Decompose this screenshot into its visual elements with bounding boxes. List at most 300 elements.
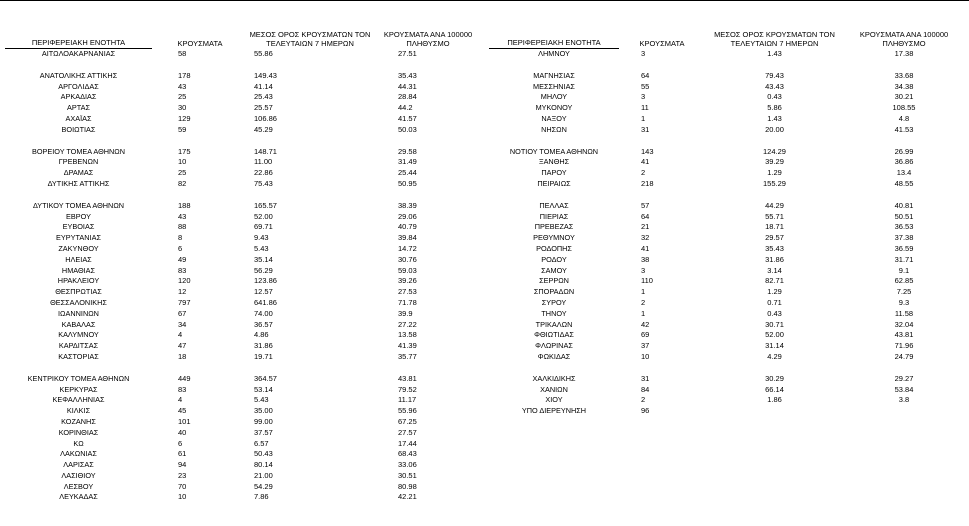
region-name: ΤΡΙΚΑΛΩΝ (535, 319, 573, 329)
table-row (5, 125, 484, 136)
cases-value: 34 (178, 319, 187, 329)
per100k-value: 24.79 (894, 351, 914, 361)
per100k-value: 27.53 (398, 287, 417, 297)
table-row (489, 298, 964, 309)
cases-value (152, 363, 248, 374)
cases-value (152, 60, 248, 71)
region-name: ΘΕΣΠΡΩΤΙΑΣ (55, 287, 102, 297)
per100k-value: 3.8 (898, 395, 910, 405)
region-name: ΛΑΚΩΝΙΑΣ (60, 449, 97, 459)
region-name: ΝΑΞΟΥ (541, 113, 567, 123)
cases-value: 178 (178, 70, 191, 80)
region-name: ΒΟΙΩΤΙΑΣ (61, 124, 96, 134)
avg-7day-value: 35.43 (765, 243, 784, 253)
per100k-value: 13.4 (896, 168, 912, 178)
table-row (489, 276, 964, 287)
cases-value: 64 (641, 211, 650, 221)
cases-value: 67 (178, 308, 187, 318)
region-name: ΞΑΝΘΗΣ (538, 157, 570, 167)
region-name: ΕΥΒΟΙΑΣ (62, 222, 95, 232)
region-name: ΠΡΕΒΕΖΑΣ (534, 222, 574, 232)
per100k-value: 38.39 (398, 200, 417, 210)
table-row (5, 233, 484, 244)
cases-value: 38 (641, 254, 650, 264)
per100k-value: 17.44 (398, 438, 417, 448)
table-row (489, 157, 964, 168)
cases-value: 42 (641, 319, 650, 329)
cases-value: 64 (641, 70, 650, 80)
avg-7day-value: 4.29 (767, 351, 782, 361)
per100k-value: 7.25 (896, 287, 912, 297)
avg-7day-value (705, 190, 844, 201)
avg-7day-value: 36.57 (254, 319, 273, 329)
per100k-value: 71.78 (398, 297, 417, 307)
table-row (5, 60, 484, 71)
region-name: ΚΕΦΑΛΛΗΝΙΑΣ (52, 395, 105, 405)
region-name: ΔΥΤΙΚΗΣ ΑΤΤΙΚΗΣ (47, 178, 110, 188)
table-header-row (489, 23, 964, 49)
per100k-value: 41.53 (894, 124, 914, 134)
per100k-value: 36.86 (894, 157, 914, 167)
table-row (489, 352, 964, 363)
region-name: ΗΜΑΘΙΑΣ (61, 265, 96, 275)
avg-7day-value: 31.86 (765, 254, 784, 264)
avg-7day-value: 364.57 (254, 373, 277, 383)
cases-value: 43 (178, 211, 187, 221)
cases-value: 4 (178, 330, 183, 340)
region-name: ΕΒΡΟΥ (66, 211, 91, 221)
cases-value: 449 (178, 373, 191, 383)
table-row (489, 114, 964, 125)
per100k-value: 108.55 (892, 103, 916, 113)
avg-7day-value: 25.43 (254, 92, 273, 102)
table-row (5, 71, 484, 82)
table-row (5, 212, 484, 223)
region-name: ΚΑΡΔΙΤΣΑΣ (58, 341, 99, 351)
cases-value: 11 (641, 103, 649, 113)
per100k-value: 27.22 (398, 319, 417, 329)
region-name: ΜΑΓΝΗΣΙΑΣ (533, 70, 575, 80)
avg-7day-value: 54.29 (254, 481, 273, 491)
cases-value: 96 (641, 406, 650, 416)
table-row (5, 385, 484, 396)
table-row (489, 374, 964, 385)
cases-value: 45 (178, 406, 187, 416)
avg-7day-value: 55.86 (254, 48, 273, 58)
table-row (5, 49, 484, 60)
per100k-value: 48.55 (894, 178, 914, 188)
avg-7day-value: 25.57 (254, 103, 273, 113)
table-row (489, 168, 964, 179)
table-row (5, 471, 484, 482)
cases-value: 10 (641, 351, 650, 361)
region-name: ΝΗΣΩΝ (541, 124, 567, 134)
table-row (5, 363, 484, 374)
cases-value: 41 (641, 157, 650, 167)
avg-7day-value: 5.86 (767, 103, 782, 113)
cases-value: 58 (178, 48, 187, 58)
avg-7day-value: 35.14 (254, 254, 273, 264)
region-name: ΤΗΝΟΥ (541, 308, 567, 318)
region-name: ΦΘΙΩΤΙΔΑΣ (534, 330, 574, 340)
per100k-value: 79.52 (398, 384, 417, 394)
cases-value: 218 (641, 178, 654, 188)
cases-value: 59 (178, 124, 187, 134)
cases-value: 12 (178, 287, 187, 297)
cases-value: 84 (641, 384, 650, 394)
cases-value: 94 (178, 460, 187, 470)
region-name: ΖΑΚΥΝΘΟΥ (58, 243, 99, 253)
table-row (5, 439, 484, 450)
table-row (5, 341, 484, 352)
cases-value: 31 (641, 124, 650, 134)
avg-7day-value: 3.14 (767, 265, 782, 275)
region-name (5, 136, 152, 147)
avg-7day-value: 1.43 (767, 113, 782, 123)
cases-value: 8 (178, 233, 183, 243)
per100k-value: 31.71 (894, 254, 914, 264)
avg-7day-value: 35.00 (254, 406, 273, 416)
table-row (489, 244, 964, 255)
per100k-value: 17.38 (894, 48, 914, 58)
region-name: ΧΙΟΥ (545, 395, 563, 405)
avg-7day-value: 30.29 (765, 373, 784, 383)
per100k-value: 53.84 (894, 384, 914, 394)
cases-value: 1 (641, 308, 646, 318)
per100k-value: 40.81 (894, 200, 914, 210)
table-row (489, 395, 964, 406)
table-row (489, 341, 964, 352)
per100k-value: 36.53 (894, 222, 914, 232)
region-name: ΔΥΤΙΚΟΥ ΤΟΜΕΑ ΑΘΗΝΩΝ (32, 200, 125, 210)
region-name: ΜΥΚΟΝΟΥ (535, 103, 573, 113)
avg-7day-value: 21.00 (254, 470, 273, 480)
region-name: ΙΩΑΝΝΙΝΩΝ (58, 308, 99, 318)
avg-7day-value: 55.71 (765, 211, 784, 221)
per100k-value: 67.25 (398, 416, 417, 426)
table-row (5, 136, 484, 147)
per100k-value: 39.84 (398, 233, 417, 243)
avg-7day-value: 1.29 (767, 168, 782, 178)
cases-table-right (489, 23, 964, 417)
per100k-value: 39.26 (398, 276, 417, 286)
table-row (489, 309, 964, 320)
avg-7day-value: 124.29 (763, 146, 786, 156)
table-row (5, 168, 484, 179)
cases-value: 61 (178, 449, 187, 459)
cases-value: 41 (641, 243, 650, 253)
avg-7day-value: 30.71 (765, 319, 784, 329)
cases-value (619, 363, 705, 374)
avg-7day-value: 1.86 (767, 395, 782, 405)
per100k-value: 29.06 (398, 211, 417, 221)
cases-value: 25 (178, 168, 187, 178)
table-row (5, 190, 484, 201)
region-name: ΚΑΒΑΛΑΣ (61, 319, 96, 329)
table-row (5, 92, 484, 103)
avg-7day-value: 69.71 (254, 222, 273, 232)
cases-value: 83 (178, 265, 187, 275)
avg-7day-value: 1.29 (767, 287, 782, 297)
table-row (5, 309, 484, 320)
per100k-value: 30.21 (894, 92, 914, 102)
cases-value: 55 (641, 81, 650, 91)
cases-value: 129 (178, 113, 191, 123)
region-name: ΛΑΡΙΣΑΣ (63, 460, 94, 470)
per100k-value (844, 406, 964, 417)
per100k-value: 35.77 (398, 351, 417, 361)
avg-7day-value: 82.71 (765, 276, 784, 286)
cases-value: 30 (178, 103, 187, 113)
table-header-row (5, 23, 484, 49)
per100k-value (372, 190, 484, 201)
cases-value: 88 (178, 222, 187, 232)
avg-7day-value: 66.14 (765, 384, 784, 394)
cases-value: 83 (178, 384, 187, 394)
per100k-value: 41.57 (398, 113, 417, 123)
cases-value: 2 (641, 395, 646, 405)
region-name: ΔΡΑΜΑΣ (63, 168, 94, 178)
region-name: ΦΩΚΙΔΑΣ (537, 351, 571, 361)
region-name (5, 60, 152, 71)
avg-7day-value: 31.14 (765, 341, 784, 351)
cases-header: ΚΡΟΥΣΜΑΤΑ (177, 38, 223, 48)
table-row (5, 201, 484, 212)
avg-7day-value: 45.29 (254, 124, 273, 134)
per100k-value: 13.58 (398, 330, 417, 340)
avg-7day-value: 165.57 (254, 200, 277, 210)
per100k-value (844, 190, 964, 201)
cases-value: 1 (641, 113, 646, 123)
table-row (489, 233, 964, 244)
avg-7day-value: 106.86 (254, 113, 277, 123)
per100k-value: 37.38 (894, 233, 914, 243)
cases-value: 175 (178, 146, 191, 156)
avg-7day-value (705, 363, 844, 374)
avg-7day-value: 7.86 (254, 492, 269, 502)
region-header: ΠΕΡΙΦΕΡΕΙΑΚΗ ΕΝΟΤΗΤΑ (5, 23, 152, 49)
cases-value: 6 (178, 438, 183, 448)
table-row (5, 179, 484, 190)
region-name: ΚΕΡΚΥΡΑΣ (59, 384, 98, 394)
per100k-value: 43.81 (398, 373, 417, 383)
avg-7day-value: 148.71 (254, 146, 277, 156)
table-row (489, 406, 964, 417)
region-name: ΑΧΑΪΑΣ (65, 113, 92, 123)
avg-7day-value: 123.86 (254, 276, 277, 286)
per100k-value: 9.3 (898, 297, 910, 307)
cases-value (152, 136, 248, 147)
top-rule (0, 0, 969, 1)
right-table-body (489, 49, 964, 417)
per100k-value: 33.06 (398, 460, 417, 470)
cases-value: 3 (641, 48, 646, 58)
avg-7day-value: 74.00 (254, 308, 273, 318)
region-name (489, 363, 619, 374)
region-name: ΘΕΣΣΑΛΟΝΙΚΗΣ (50, 297, 107, 307)
per100k-value: 44.2 (398, 103, 413, 113)
avg-7day-value: 12.57 (254, 287, 273, 297)
cases-value: 10 (178, 492, 187, 502)
per100k-value: 39.9 (398, 308, 413, 318)
region-name: ΓΡΕΒΕΝΩΝ (58, 157, 99, 167)
cases-value: 23 (178, 470, 187, 480)
cases-value: 31 (641, 373, 650, 383)
region-name: ΑΝΑΤΟΛΙΚΗΣ ΑΤΤΙΚΗΣ (39, 70, 118, 80)
table-row (5, 103, 484, 114)
table-row (5, 222, 484, 233)
table-row (489, 320, 964, 331)
avg-7day-value: 149.43 (254, 70, 277, 80)
avg-7day-value: 52.00 (254, 211, 273, 221)
region-name: ΧΑΛΚΙΔΙΚΗΣ (532, 373, 576, 383)
table-row (5, 374, 484, 385)
avg-7day-value: 0.43 (767, 92, 782, 102)
table-row (489, 82, 964, 93)
cases-value: 82 (178, 178, 187, 188)
region-name: ΡΟΔΟΥ (541, 254, 567, 264)
left-table-body (5, 49, 484, 504)
per100k-value: 34.38 (894, 81, 914, 91)
cases-value: 37 (641, 341, 650, 351)
per100k-value: 44.31 (398, 81, 417, 91)
avg-7day-value: 99.00 (254, 416, 273, 426)
avg-7day-value (248, 136, 372, 147)
cases-value (152, 190, 248, 201)
region-name: ΡΟΔΟΠΗΣ (536, 243, 572, 253)
cases-value: 32 (641, 233, 650, 243)
avg-7day-value: 641.86 (254, 297, 277, 307)
avg-7day-value: 50.43 (254, 449, 273, 459)
avg-7day-value: 11.00 (254, 157, 273, 167)
per100k-value: 29.58 (398, 146, 417, 156)
avg-7day-value: 53.14 (254, 384, 273, 394)
avg-7day-value (248, 190, 372, 201)
per100k-value: 27.57 (398, 427, 417, 437)
table-row (489, 287, 964, 298)
per100k-value (372, 136, 484, 147)
cases-header: ΚΡΟΥΣΜΑΤΑ (639, 38, 685, 48)
avg-header: ΜΕΣΟΣ ΟΡΟΣ ΚΡΟΥΣΜΑΤΩΝ ΤΟΝ ΤΕΛΕΥΤΑΙΩΝ 7 ΗΜΕΡΩΝ (249, 29, 371, 48)
cases-value: 21 (641, 222, 650, 232)
cases-value: 120 (178, 276, 191, 286)
region-name: ΦΛΩΡΙΝΑΣ (535, 341, 573, 351)
table-row (489, 147, 964, 158)
avg-7day-value: 9.43 (254, 233, 269, 243)
region-name: ΚΙΛΚΙΣ (66, 406, 91, 416)
avg-7day-value: 0.43 (767, 308, 782, 318)
per100k-value: 29.27 (894, 373, 914, 383)
avg-7day-value: 5.43 (254, 395, 269, 405)
avg-7day-value (248, 60, 372, 71)
avg-header: ΜΕΣΟΣ ΟΡΟΣ ΚΡΟΥΣΜΑΤΩΝ ΤΟΝ ΤΕΛΕΥΤΑΙΩΝ 7 ΗΜΕΡΩΝ (714, 29, 835, 48)
avg-7day-value: 41.14 (254, 81, 273, 91)
per100k-value: 41.39 (398, 341, 417, 351)
per100k-value: 30.76 (398, 254, 417, 264)
per100k-value: 9.1 (898, 265, 910, 275)
table-row (489, 60, 964, 71)
avg-7day-value (248, 363, 372, 374)
cases-value (619, 136, 705, 147)
cases-value (619, 60, 705, 71)
per100k-value: 27.51 (398, 48, 417, 58)
per100k-value: 36.59 (894, 243, 914, 253)
avg-7day-value: 18.71 (765, 222, 784, 232)
per100k-value: 28.84 (398, 92, 417, 102)
avg-7day-value (705, 136, 844, 147)
cases-value: 2 (641, 168, 646, 178)
region-name: ΣΠΟΡΑΔΩΝ (533, 287, 575, 297)
per100k-value: 25.44 (398, 168, 417, 178)
avg-7day-value: 4.86 (254, 330, 269, 340)
avg-7day-value (705, 60, 844, 71)
cases-value: 6 (178, 243, 183, 253)
table-row (489, 212, 964, 223)
avg-7day-value: 0.71 (767, 297, 782, 307)
region-name: ΣΑΜΟΥ (541, 265, 567, 275)
region-name: ΛΗΜΝΟΥ (538, 49, 570, 58)
table-row (5, 395, 484, 406)
table-row (489, 179, 964, 190)
per100k-value: 14.72 (398, 243, 417, 253)
per100k-value: 4.8 (898, 113, 910, 123)
table-row (5, 352, 484, 363)
per100k-value: 62.85 (894, 276, 914, 286)
avg-7day-value: 6.57 (254, 438, 269, 448)
per100k-value: 43.81 (894, 330, 914, 340)
avg-7day-value: 52.00 (765, 330, 784, 340)
per100k-value: 42.21 (398, 492, 417, 502)
avg-7day-value: 80.14 (254, 460, 273, 470)
avg-7day-value: 79.43 (765, 70, 784, 80)
avg-7day-value: 155.29 (763, 178, 786, 188)
avg-7day-value: 19.71 (254, 351, 273, 361)
cases-value: 69 (641, 330, 650, 340)
table-row (5, 82, 484, 93)
region-name (489, 190, 619, 201)
per100k-value: 31.49 (398, 157, 417, 167)
region-name: ΑΡΚΑΔΙΑΣ (60, 92, 97, 102)
avg-7day-value: 5.43 (254, 243, 269, 253)
table-row (5, 114, 484, 125)
table-row (489, 330, 964, 341)
per100k-value: 35.43 (398, 70, 417, 80)
region-name: ΛΑΣΙΘΙΟΥ (61, 470, 96, 480)
table-row (5, 320, 484, 331)
region-name: ΠΑΡΟΥ (541, 168, 567, 178)
cases-value: 4 (178, 395, 183, 405)
region-name: ΣΕΡΡΩΝ (539, 276, 569, 286)
per100k-value: 50.51 (894, 211, 914, 221)
avg-7day-value: 37.57 (254, 427, 273, 437)
avg-7day-value: 1.43 (767, 48, 782, 58)
cases-value: 188 (178, 200, 191, 210)
cases-table-left (5, 23, 484, 503)
avg-7day-value: 20.00 (765, 124, 784, 134)
region-name: ΚΟΖΑΝΗΣ (61, 416, 96, 426)
region-name: ΑΡΓΟΛΙΔΑΣ (58, 81, 99, 91)
cases-value: 25 (178, 92, 187, 102)
region-name: ΛΕΣΒΟΥ (63, 481, 94, 491)
table-row (489, 190, 964, 201)
avg-7day-value: 39.29 (765, 157, 784, 167)
region-name: ΒΟΡΕΙΟΥ ΤΟΜΕΑ ΑΘΗΝΩΝ (31, 146, 126, 156)
cases-value: 70 (178, 481, 187, 491)
per100k-value (844, 60, 964, 71)
per100k-value: 55.96 (398, 406, 417, 416)
cases-value: 3 (641, 92, 646, 102)
per100k-value (372, 363, 484, 374)
